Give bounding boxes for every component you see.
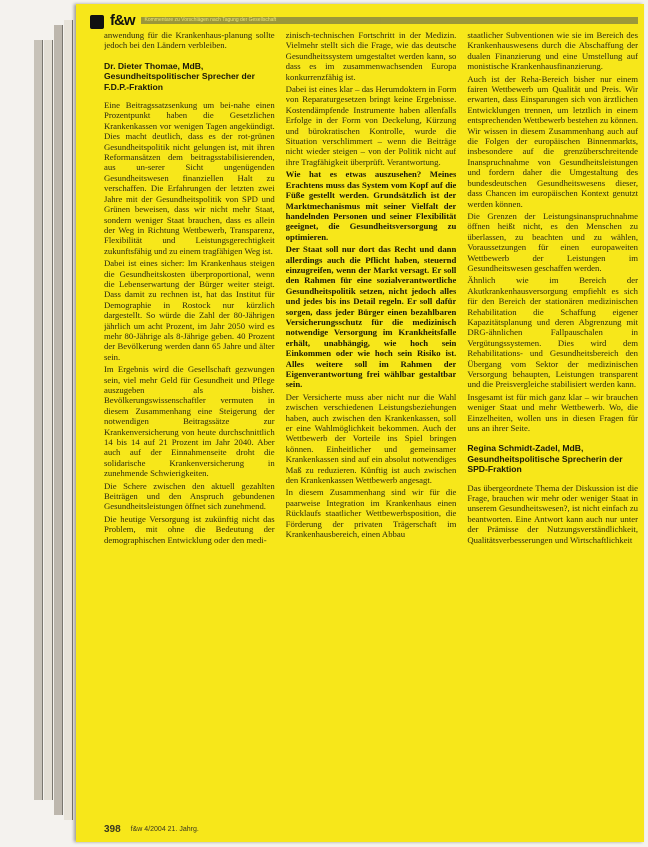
page-stack <box>44 40 53 800</box>
page-footer <box>104 822 199 836</box>
text-column-1 <box>104 30 275 808</box>
paragraph: Der Versicherte muss aber nicht nur die Wahl zwischen verschiedenen Leistungsbeziehungen haben, auch zwischen den Krankenkassen, soll er eine Wahlmöglichkeit bekommen. Auch der Wettbewerb der Vorteile ins Spiel bringen können. Einheitlicher und gemeinsamer Krankenkassen sind auf ein absolut notwendiges Maß zu reduzieren. Künftig ist auch zwischen den Krankenkassen Wettbewerb angesagt. <box>285 391 457 486</box>
header-bar <box>141 17 639 24</box>
paragraph: Die Grenzen der Leistungsinanspruchnahme öffnen heißt nicht, es den Menschen zu überlassen, zu beachten und zu wählen, Voraussetzungen für einen europaweiten Wettbewerb der Leistungen im Gesundheitswesen geschaffen werden. <box>467 210 639 273</box>
paragraph: Das übergeordnete Thema der Diskussion ist die Frage, brauchen wir mehr oder weniger Staat in unserem Gesundheitswesen?, ist nicht einfach zu beantworten. Eine Antwort kann auch nur unter der Prämisse der Nutzungsverständlichkeit, Qualitätsverbesserungen und Wirtschaftlichkeit <box>467 482 639 545</box>
speaker-heading: Regina Schmidt-Zadel, MdB, Gesundheitspolitische Sprecherin der SPD-Fraktion <box>467 443 623 475</box>
text-column-3 <box>467 30 638 808</box>
paragraph: Der Staat soll nur dort das Recht und dann allerdings auch die Pflicht haben, steuernd einzugreifen, wenn der Markt versagt. Er soll den Rahmen für eine sozialverantwortliche Gesundheitspolitik setzen, nicht jedoch alles und jedes bis ins Detail regeln. Er soll dafür sorgen, dass jeder Bürger einen bezahlbaren Versicherungsschutz für die medizinisch notwendige Versorgung im Krankheitsfalle erhält, unabhängig, wie hoch sein Einkommen oder wie hoch sein Risiko ist. Alles weitere soll im Rahmen der Eigenverantwortung frei wählbar gestaltbar sein. <box>285 244 457 390</box>
paragraph: Insgesamt ist für mich ganz klar – wir brauchen weniger Staat und mehr Wettbewerb. Wo, die Einzelheiten, wollen uns in diesen Fragen für uns an ihrer Seite. <box>467 391 639 434</box>
page-stack <box>54 25 63 815</box>
paragraph: staatlicher Subventionen wie sie im Bereich des Krankenhauswesens durch die Abschaffung der dualen Finanzierung und eine Umstellung auf monistische Krankenhausfinanzierung. <box>467 30 639 72</box>
paragraph: Eine Beitragssatzsenkung um bei-nahe einen Prozentpunkt haben die Gesetzlichen Krankenkassen vor wenigen Tagen angekündigt. Dies macht deutlich, dass es der rot-grünen Gesundheitspolitik nicht gelungen ist, mit ihren Reformansätzen dem beitragsstabilisierenden, aus un-serer Sicht ungenügenden Gesundheitswesen finanziellen Halt zu verschaffen. Die Erfahrungen der letzten zwei Jahre mit der Gesundheitspolitik von SPD und Grünen beweisen, dass wir nicht mehr Staat, sondern weniger Staat brauchen, dass es allein der Weg in Richtung Wettbewerb, Transparenz, Flexibilität und Leistungsgerechtigkeit zukunftsfähig und zu einem tragfähigen Weg ist. <box>104 100 275 256</box>
paragraph: In diesem Zusammenhang sind wir für die paarweise Integration im Krankenhaus einen Rücklaufs staatlicher Wettbewerbsposition, die Förderung der privaten Trägerschaft im Krankenhausbereich, einen Abbau <box>285 487 457 540</box>
paragraph: Die Schere zwischen den aktuell gezahlten Beiträgen und den Anspruch gebundenen Gesundheitsleistungen öffnet sich zunehmend. <box>104 480 275 512</box>
page-stack <box>64 20 73 820</box>
magazine-page <box>76 4 644 842</box>
book-edge <box>0 0 82 847</box>
paragraph: Ähnlich wie im Bereich der Akutkrankenhausversorgung empfiehlt es sich für den Bereich der stationären medizinischen Rehabilitation die Schaffung eigener Kapazitätsplanung und deren Abgrenzung mit DRG-ähnlichen Fallpauschalen in Vergütungssystemen. Dies wird dem Rehabilitations- und Gesundheitsbereich den Übergang vom Sektor der medizinischen Versorgung behaupten, Leistungen transparent und die Preisvergleiche stabilisiert werden kann. <box>467 275 639 390</box>
speaker-heading: Dr. Dieter Thomae, MdB, Gesundheitspolitischer Sprecher der F.D.P.-Fraktion <box>104 60 255 92</box>
paragraph: Dabei ist eines klar – das Herumdoktern in Form von Reparaturgesetzen bringt keine Ergebnisse. Kostendämpfende Instrumente haben allenfalls Erfolge in der Form von Deckelung, Kürzung und bürokratischen Kontrolle, wurde die Situation verschlimmert – wenn die Beiträge nicht wieder steigen – von der Politik nicht auf ihre Tragfähigkeit überprüft. Verantwortung. <box>285 84 457 167</box>
paragraph: Wie hat es etwas auszusehen? Meines Erachtens muss das System vom Kopf auf die Füße gestellt werden. Grundsätzlich ist der Marktmechanismus mit seiner Vielfalt der handelnden Personen und seiner Flexibilität geeignet, die Gesundheitsversorgung zu optimieren. <box>285 169 457 242</box>
paragraph: zinisch-technischen Fortschritt in der Medizin. Vielmehr stellt sich die Frage, wie das deutsche Gesundheitssystem umgestaltet werden kann, so dass es im zusammenwachsenden Europa konkurrenzfähig ist. <box>285 30 457 82</box>
running-head: Kommentare zu Vorschlägen nach Tagung der Gesellschaft <box>144 17 277 23</box>
paragraph: anwendung für die Krankenhaus-planung sollte jedoch bei den Ländern verbleiben. <box>104 30 275 51</box>
magazine-logo: f&w <box>110 11 135 29</box>
page-stack <box>34 40 43 800</box>
logo-icon <box>90 15 104 29</box>
running-header <box>90 10 638 30</box>
paragraph: Auch ist der Reha-Bereich bisher nur einem fairen Wettbewerb um Qualität und Preis. Wir erwarten, dass Einsparungen sich von ärztlichen Entwicklungen trennen, um letztlich in einem entsprechenden Wettbewerb bestehen zu können. Wir wissen in diesem Zusammenhang auch auf die Folgen der europäischen Binnenmarkts, insbesondere auf die grenzüberschreitende Inanspruchnahme von Gesundheitsleistungen und fordern daher die Umgestaltung des bundesdeutschen Gesundheitswesens dieser, dass Chancen im europäischen Kontext genutzt werden können. <box>467 73 639 209</box>
article-body <box>104 30 638 808</box>
paragraph: Die heutige Versorgung ist zukünftig nicht das Problem, mit ohne die Bedeutung der demographischen Entwicklung oder den medi- <box>104 513 275 545</box>
page-number: 398 <box>104 823 121 835</box>
text-column-2 <box>286 30 457 808</box>
paragraph: Dabei ist eines sicher: Im Krankenhaus steigen die Gesundheitskosten überproportional, wenn die Lebenserwartung der Bürger weiter steigt. Dass damit zu rechnen ist, hat das Institut für Demographie in Rostock nur kürzlich dargestellt. So würde die Zahl der 80-Jährigen jährlich um acht Prozent, im Jahr 2050 wird es mehr 80-Jährige als 8-Jährige geben. 40 Prozent der Bevölkerung werden dann 65 Jahre und älter sein. <box>104 258 275 362</box>
paragraph: Im Ergebnis wird die Gesellschaft gezwungen sein, viel mehr Geld für Gesundheit und Pflege auszugeben als bisher. Bevölkerungswissenschaftler vermuten in diesem Zusammenhang eine Steigerung der notwendigen Beitragssätze zur Krankenversicherung von heute durchschnittlich 14 bis 14 auf 21 Prozent im Jahr 2040. Aber auch auf der Einnahmenseite droht die solidarische Krankenversicherung in zunehmende Schwierigkeiten. <box>104 364 275 479</box>
issue-info: f&w 4/2004 21. Jahrg. <box>130 825 199 833</box>
